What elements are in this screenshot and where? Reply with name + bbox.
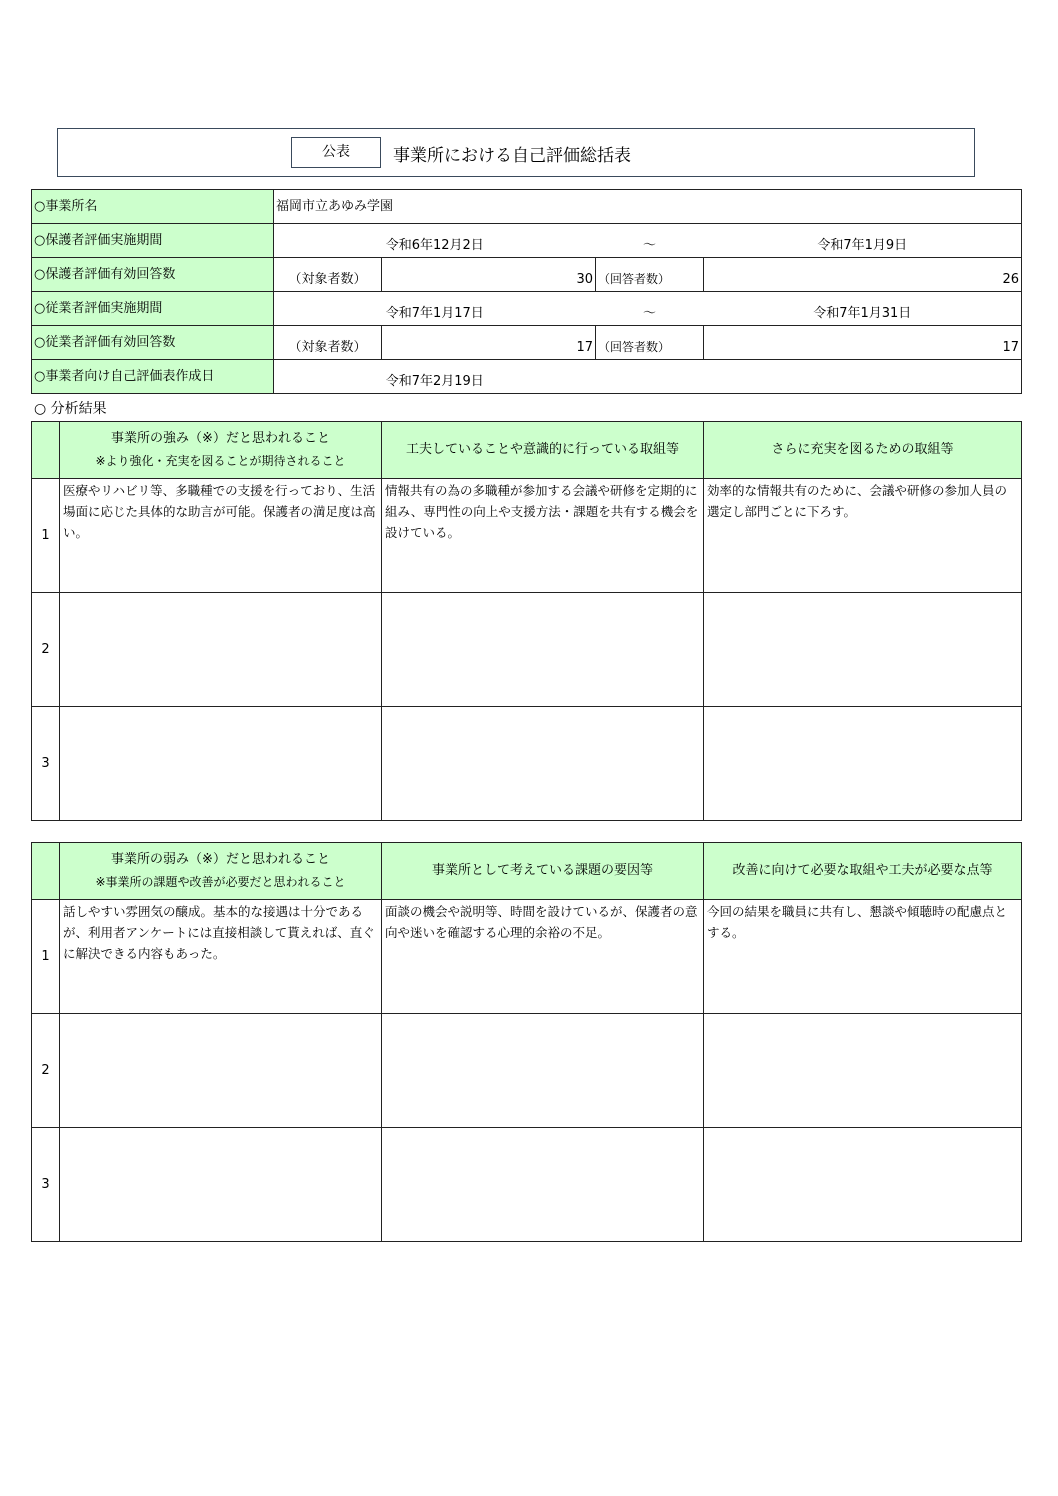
staff-target-label: （対象者数） <box>274 326 382 360</box>
improvements-header: 改善に向けて必要な取組や工夫が必要な点等 <box>704 843 1022 900</box>
table-row: 2 <box>32 1014 1022 1128</box>
staff-count-row <box>32 326 1022 360</box>
staff-start-date: 令和7年1月17日 <box>274 292 596 326</box>
guardian-period-tilde: ～ <box>596 224 704 258</box>
page-title: 事業所における自己評価総括表 <box>393 146 631 166</box>
guardian-count-label: ○保護者評価有効回答数 <box>32 258 274 292</box>
staff-end-date: 令和7年1月31日 <box>704 292 1022 326</box>
guardian-start-date: 令和6年12月2日 <box>274 224 596 258</box>
office-name-row <box>32 190 1022 224</box>
staff-period-tilde: ～ <box>596 292 704 326</box>
strengths-header-row <box>32 422 1022 479</box>
guardian-period-row <box>32 224 1022 258</box>
strengths-header: 事業所の強み（※）だと思われること ※より強化・充実を図ることが期待されること <box>60 422 382 479</box>
title-box <box>57 128 975 177</box>
table-row: 3 <box>32 1128 1022 1242</box>
weaknesses-header-row <box>32 843 1022 900</box>
weaknesses-table <box>31 842 1022 1242</box>
section-title: ○ 分析結果 <box>34 401 107 417</box>
weaknesses-header: 事業所の弱み（※）だと思われること ※事業所の課題や改善が必要だと思われること <box>60 843 382 900</box>
staff-respondent-label: （回答者数） <box>596 326 704 360</box>
office-name-label: ○事業所名 <box>32 190 274 224</box>
public-badge: 公表 <box>291 137 381 168</box>
guardian-respondent-label: （回答者数） <box>596 258 704 292</box>
table-row: 1 話しやすい雰囲気の醸成。基本的な接遇は十分であるが、利用者アンケートには直接相談して貰えれば、直ぐに解決できる内容もあった。 面談の機会や説明等、時間を設けているが、保護者の意向や迷いを確認する心理的余裕の不足。 今回の結果を職員に共有し、懇談や傾聴時の配慮点とする。 <box>32 900 1022 1014</box>
guardian-end-date: 令和7年1月9日 <box>704 224 1022 258</box>
created-date-row <box>32 360 1022 394</box>
staff-respondent-value: 17 <box>704 326 1022 360</box>
created-date-label: ○事業者向け自己評価表作成日 <box>32 360 274 394</box>
guardian-target-label: （対象者数） <box>274 258 382 292</box>
efforts-header: 工夫していることや意識的に行っている取組等 <box>382 422 704 479</box>
table-row: 3 <box>32 707 1022 821</box>
guardian-target-value: 30 <box>382 258 596 292</box>
guardian-period-label: ○保護者評価実施期間 <box>32 224 274 258</box>
info-table <box>31 189 1022 394</box>
staff-count-label: ○従業者評価有効回答数 <box>32 326 274 360</box>
guardian-count-row <box>32 258 1022 292</box>
created-date-value: 令和7年2月19日 <box>274 360 596 394</box>
staff-target-value: 17 <box>382 326 596 360</box>
strengths-table <box>31 421 1022 821</box>
guardian-respondent-value: 26 <box>704 258 1022 292</box>
office-name-value: 福岡市立あゆみ学園 <box>274 190 1022 224</box>
causes-header: 事業所として考えている課題の要因等 <box>382 843 704 900</box>
further-efforts-header: さらに充実を図るための取組等 <box>704 422 1022 479</box>
staff-period-label: ○従業者評価実施期間 <box>32 292 274 326</box>
table-row: 1 医療やリハビリ等、多職種での支援を行っており、生活場面に応じた具体的な助言が可能。保護者の満足度は高い。 情報共有の為の多職種が参加する会議や研修を定期的に組み、専門性の向上や支援方法・課題を共有する機会を設けている。 効率的な情報共有のために、会議や研修の参加人員の選定し部門ごとに下ろす。 <box>32 479 1022 593</box>
table-row: 2 <box>32 593 1022 707</box>
staff-period-row <box>32 292 1022 326</box>
